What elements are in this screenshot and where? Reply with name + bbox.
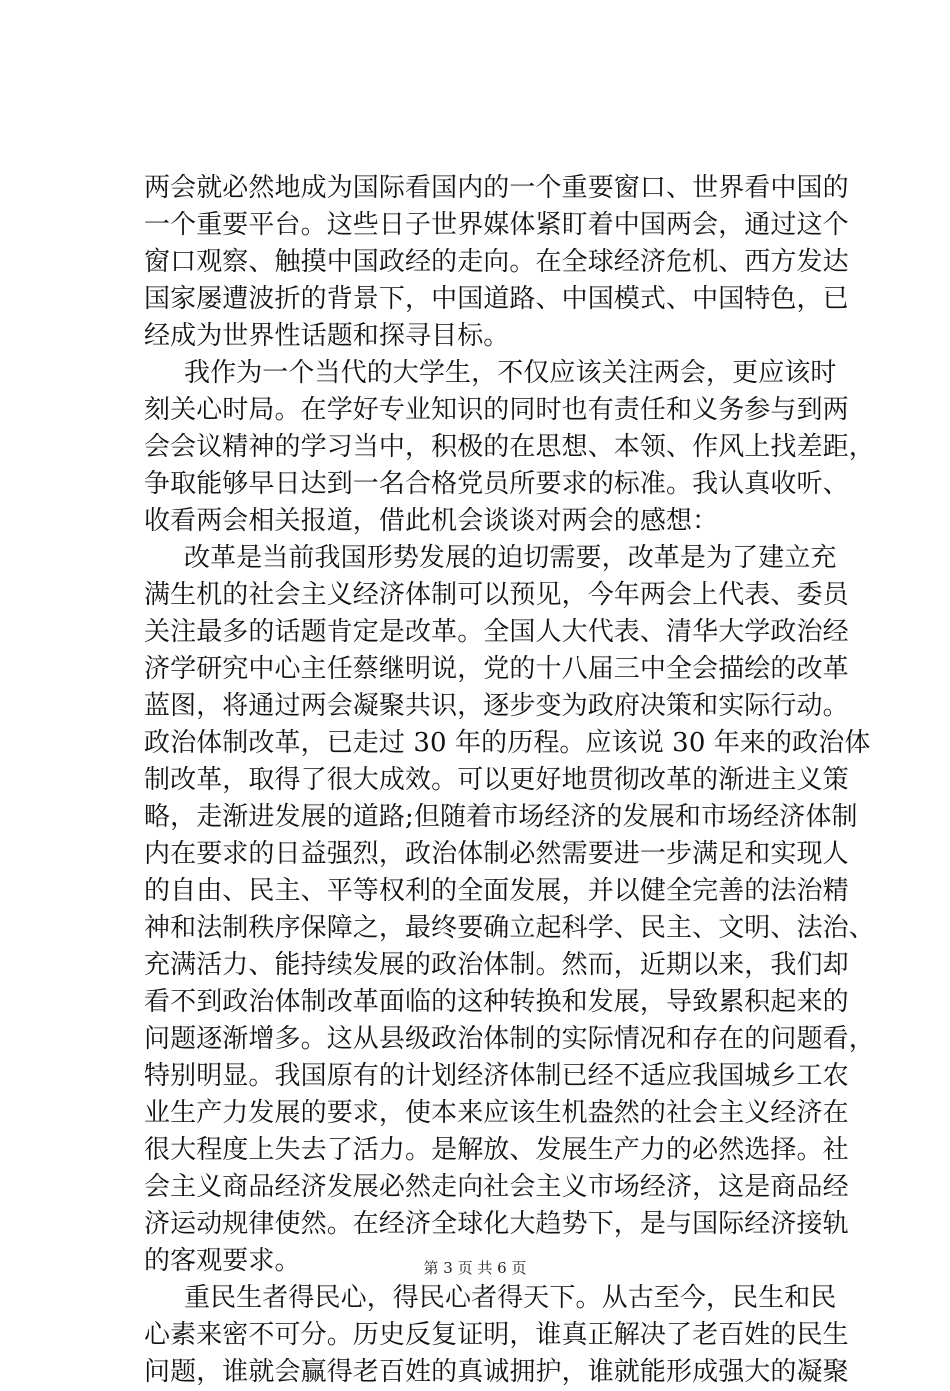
text-line: 的自由、民主、平等权利的全面发展，并以健全完善的法治精 [144, 876, 849, 906]
text-line: 满生机的社会主义经济体制可以预见，今年两会上代表、委员 [144, 580, 849, 610]
text-line: 特别明显。我国原有的计划经济体制已经不适应我国城乡工农 [144, 1061, 849, 1091]
text-line: 刻关心时局。在学好专业知识的同时也有责任和义务参与到两 [144, 395, 849, 425]
text-line: 问题，谁就会赢得老百姓的真诚拥护，谁就能形成强大的凝聚 [144, 1357, 849, 1387]
text-line: 经成为世界性话题和探寻目标。 [144, 321, 510, 351]
text-line: 很大程度上失去了活力。是解放、发展生产力的必然选择。社 [144, 1135, 849, 1165]
text-line: 蓝图，将通过两会凝聚共识，逐步变为政府决策和实际行动。 [144, 691, 849, 721]
page-footer [0, 1258, 950, 1278]
text-line: 济学研究中心主任蔡继明说，党的十八届三中全会描绘的改革 [144, 654, 849, 684]
paragraph-4 [144, 1280, 849, 1391]
text-line: 会会议精神的学习当中，积极的在思想、本领、作风上找差距， [144, 432, 875, 462]
text-line: 看不到政治体制改革面临的这种转换和发展，导致累积起来的 [144, 987, 849, 1017]
text-line: 济运动规律使然。在经济全球化大趋势下，是与国际经济接轨 [144, 1209, 849, 1239]
text-line: 内在要求的日益强烈，政治体制必然需要进一步满足和实现人 [144, 839, 849, 869]
text-line: 关注最多的话题肯定是改革。全国人大代表、清华大学政治经 [144, 617, 849, 647]
paragraph-1 [144, 170, 849, 355]
text-line: 略，走渐进发展的道路;但随着市场经济的发展和市场经济体制 [144, 802, 858, 832]
page-number-label: 第 3 页 共 6 页 [423, 1259, 527, 1277]
text-line: 改革是当前我国形势发展的迫切需要，改革是为了建立充 [184, 543, 837, 573]
text-line: 政治体制改革，已走过 30 年的历程。应该说 30 年来的政治体 [144, 728, 871, 758]
text-line: 会主义商品经济发展必然走向社会主义市场经济，这是商品经 [144, 1172, 849, 1202]
text-line: 充满活力、能持续发展的政治体制。然而，近期以来，我们却 [144, 950, 849, 980]
text-line: 重民生者得民心，得民心者得天下。从古至今，民生和民 [184, 1283, 837, 1313]
body-text [144, 170, 875, 1391]
text-line: 我作为一个当代的大学生，不仅应该关注两会，更应该时 [184, 358, 837, 388]
text-line: 争取能够早日达到一名合格党员所要求的标准。我认真收听、 [144, 469, 849, 499]
paragraph-2 [144, 355, 875, 540]
text-line: 神和法制秩序保障之，最终要确立起科学、民主、文明、法治、 [144, 913, 875, 943]
text-line: 收看两会相关报道，借此机会谈谈对两会的感想： [144, 506, 719, 536]
text-line: 心素来密不可分。历史反复证明，谁真正解决了老百姓的民生 [144, 1320, 849, 1350]
text-line: 问题逐渐增多。这从县级政治体制的实际情况和存在的问题看， [144, 1024, 875, 1054]
text-line: 制改革，取得了很大成效。可以更好地贯彻改革的渐进主义策 [144, 765, 849, 795]
text-line: 两会就必然地成为国际看国内的一个重要窗口、世界看中国的 [144, 173, 849, 203]
paragraph-3 [144, 540, 875, 1280]
text-line: 一个重要平台。这些日子世界媒体紧盯着中国两会，通过这个 [144, 210, 849, 240]
text-line: 业生产力发展的要求，使本来应该生机盎然的社会主义经济在 [144, 1098, 849, 1128]
text-line: 国家屡遭波折的背景下，中国道路、中国模式、中国特色，已 [144, 284, 849, 314]
text-line: 的客观要求。 [144, 1246, 301, 1276]
text-line: 窗口观察、触摸中国政经的走向。在全球经济危机、西方发达 [144, 247, 849, 277]
